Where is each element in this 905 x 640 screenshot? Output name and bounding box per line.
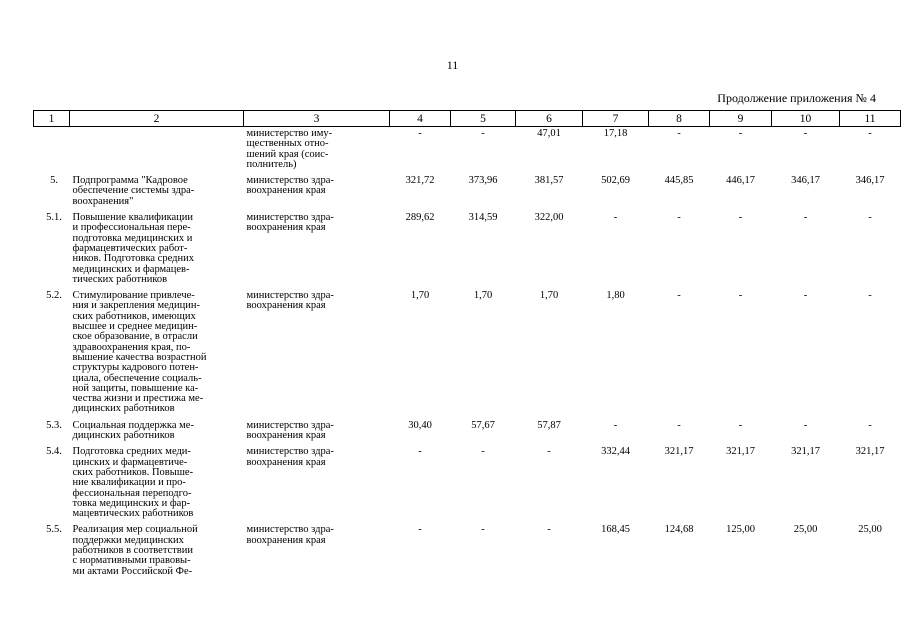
year-value: - — [613, 419, 618, 431]
year-value: - — [418, 128, 422, 139]
year-value: - — [547, 524, 551, 536]
year-value: - — [738, 290, 743, 302]
row-number: 5.5. — [46, 524, 62, 536]
executor: министерство здра- воохранения края — [246, 524, 334, 546]
measure-name: Стимулирование привлече- ния и закрепления медицин- ских работников, имеющих высшее и среднее медицин- ское образование, в отрасли здравоохранения края, по- вышение качества возрастной структуры кадрового потен- циала, обеспечение социаль- ной защиты, повышение ка- чества жизни и престижа ме- дицинских работников — [72, 290, 207, 415]
row-number: 5. — [50, 175, 58, 187]
year-value: - — [481, 524, 485, 536]
measure-name: Подпрограмма "Кадровое обеспечение системы здра- воохранения" — [72, 175, 195, 207]
year-value: 346,17 — [855, 175, 885, 187]
year-value: - — [738, 419, 743, 431]
column-header: 10 — [772, 111, 840, 127]
year-value: - — [418, 446, 422, 458]
measure-name: Реализация мер социальной поддержки медицинских работников в соответствии с нормативными правовы- ми актами Российской Фе- — [72, 524, 198, 577]
year-value: - — [418, 524, 422, 536]
year-value: 47,01 — [537, 128, 561, 139]
year-value: 321,17 — [855, 446, 885, 458]
table-row — [34, 523, 901, 580]
measure-name: Подготовка средних меди- цинских и фармацевтиче- ских работников. Повыше- ние квалификации и про- фессиональная переподго- товка медицинских и фар- мацевтических работников — [72, 446, 194, 520]
year-value: 168,45 — [601, 524, 630, 536]
year-value: 17,18 — [603, 128, 628, 139]
year-value: 321,72 — [405, 175, 435, 187]
table-row — [34, 174, 901, 211]
page-number: 11 — [446, 58, 459, 72]
row-number: 5.3. — [46, 419, 62, 431]
executor: министерство здра- воохранения края — [246, 212, 334, 234]
year-value: 321,17 — [726, 446, 755, 458]
column-header: 11 — [840, 111, 901, 127]
year-value: 25,00 — [858, 524, 882, 536]
year-value: 502,69 — [601, 175, 630, 187]
executor: министерство здра- воохранения края — [246, 290, 334, 312]
year-value: - — [677, 290, 681, 302]
year-value: - — [738, 212, 743, 224]
year-value: - — [481, 128, 485, 139]
year-value: 57,87 — [537, 419, 561, 431]
year-value: 321,17 — [791, 446, 820, 458]
year-value: 289,62 — [405, 212, 435, 224]
header-row — [34, 111, 901, 127]
column-header: 7 — [583, 111, 649, 127]
year-value: 1,70 — [473, 290, 493, 302]
year-value: 1,70 — [539, 290, 559, 302]
year-value: 332,44 — [601, 446, 630, 458]
row-number — [34, 127, 70, 175]
year-value: - — [677, 128, 681, 139]
year-value: - — [868, 290, 872, 302]
executor: министерство здра- воохранения края — [246, 419, 334, 442]
table-row — [34, 445, 901, 523]
measure-name — [70, 127, 244, 175]
year-value: - — [803, 290, 808, 302]
year-value: - — [547, 446, 551, 458]
measure-name: Повышение квалификации и профессиональная пере- подготовка медицинских и фармацевтических работ- ников. Подготовка средних медицинских и фармацев- тических работников — [72, 212, 194, 285]
executor: министерство иму- щественных отно- шений края (соис- полнитель) — [246, 128, 333, 170]
table-body — [34, 127, 901, 581]
year-value: 322,00 — [534, 212, 564, 224]
column-header: 1 — [34, 111, 70, 127]
column-header: 9 — [710, 111, 772, 127]
year-value: 125,00 — [726, 524, 755, 536]
year-value: - — [677, 419, 681, 431]
year-value: 373,96 — [468, 175, 498, 187]
year-value: 1,70 — [410, 290, 430, 302]
year-value: - — [868, 212, 872, 224]
executor: министерство здра- воохранения края — [246, 175, 334, 197]
year-value: 346,17 — [791, 175, 820, 187]
continuation-title: Продолжение приложения № 4 — [717, 91, 876, 105]
year-value: - — [738, 128, 743, 139]
year-value: - — [868, 128, 872, 139]
year-value: 321,17 — [664, 446, 694, 458]
year-value: 445,85 — [664, 175, 694, 187]
year-value: - — [803, 212, 808, 224]
row-number: 5.2. — [46, 290, 62, 302]
table-row — [34, 419, 901, 446]
year-value: 25,00 — [793, 524, 818, 536]
year-value: - — [677, 212, 681, 224]
measure-name: Социальная поддержка ме- дицинских работников — [72, 419, 194, 442]
year-value: 30,40 — [408, 419, 432, 431]
year-value: 314,59 — [468, 212, 498, 224]
column-header: 3 — [244, 111, 390, 127]
year-value: 381,57 — [534, 175, 564, 187]
table-row — [34, 289, 901, 419]
year-value: - — [803, 128, 808, 139]
column-header: 5 — [451, 111, 516, 127]
year-value: - — [613, 212, 618, 224]
column-header: 6 — [516, 111, 583, 127]
column-header: 8 — [649, 111, 710, 127]
column-header: 4 — [390, 111, 451, 127]
row-number: 5.1. — [46, 212, 62, 224]
executor: министерство здра- воохранения края — [246, 446, 334, 468]
table-row — [34, 211, 901, 289]
year-value: - — [803, 419, 808, 431]
year-value: 1,80 — [606, 290, 625, 302]
year-value: - — [481, 446, 485, 458]
year-value: 57,67 — [471, 419, 495, 431]
table-row — [34, 127, 901, 175]
program-table — [33, 110, 901, 581]
column-header: 2 — [70, 111, 244, 127]
year-value: 446,17 — [726, 175, 755, 187]
year-value: - — [868, 419, 872, 431]
year-value: 124,68 — [664, 524, 694, 536]
row-number: 5.4. — [46, 446, 62, 458]
